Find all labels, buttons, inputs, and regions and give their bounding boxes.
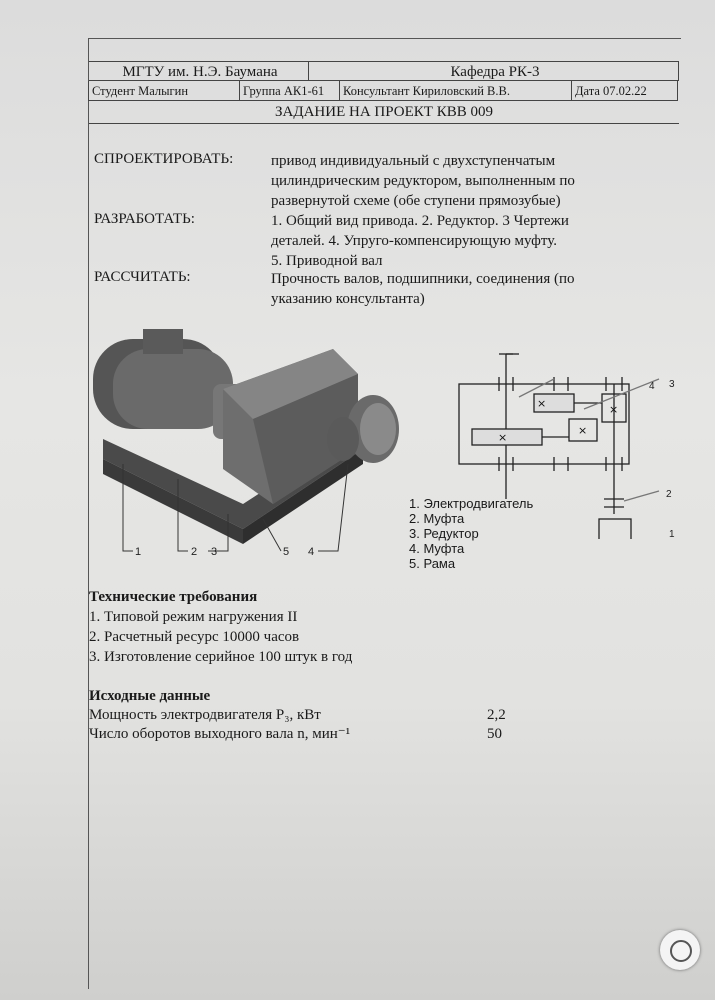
design-line: привод индивидуальный с двухступенчатым [271, 153, 556, 169]
photo-callout: 3 [211, 546, 218, 558]
university-cell: МГТУ им. Н.Э. Баумана [89, 61, 309, 81]
calc-line: указанию консультанта) [271, 291, 425, 307]
header-row-2 [89, 81, 678, 101]
source-data-title: Исходные данные [89, 688, 211, 704]
scheme-callout: 4 [649, 381, 655, 392]
scheme-callout: 3 [669, 379, 675, 390]
calc-line: Прочность валов, подшипники, соединения (по [271, 271, 575, 287]
scheme-legend [409, 496, 533, 571]
date-cell: Дата 07.02.22 [572, 81, 678, 101]
speed-value: 50 [487, 726, 502, 742]
task-sheet [88, 38, 681, 989]
scheme-callout: 1 [669, 529, 675, 539]
svg-text:×: × [578, 424, 588, 437]
requirements-title: Технические требования [89, 589, 258, 605]
technical-requirements [89, 587, 352, 667]
photo-callout: 5 [283, 546, 290, 558]
group-cell: Группа АК1-61 [240, 81, 340, 101]
legend-item: 3. Редуктор [409, 526, 479, 541]
header-row-1 [89, 61, 679, 81]
develop-line: 5. Приводной вал [271, 253, 383, 269]
student-cell: Студент Малыгин [88, 81, 240, 101]
camera-shutter-icon[interactable] [660, 930, 700, 970]
department-cell: Кафедра РК-3 [309, 61, 679, 81]
task-title: ЗАДАНИЕ НА ПРОЕКТ КВВ 009 [89, 101, 679, 124]
speed-label: Число оборотов выходного вала n, мин⁻¹ [89, 726, 351, 742]
legend-item: 5. Рама [409, 556, 456, 571]
calc-label: РАССЧИТАТЬ: [94, 269, 191, 285]
speed-row [89, 725, 589, 744]
requirement-item: 2. Расчетный ресурс 10000 часов [89, 629, 300, 645]
source-data [89, 687, 589, 744]
legend-item: 1. Электродвигатель [409, 496, 534, 511]
develop-label: РАЗРАБОТАТЬ: [94, 211, 195, 227]
power-value: 2,2 [487, 707, 506, 723]
design-line: развернутой схеме (обе ступени прямозубые) [271, 193, 561, 209]
consultant-cell: Консультант Кириловский В.В. [340, 81, 572, 101]
develop-text [271, 211, 569, 271]
svg-text:×: × [609, 403, 619, 416]
drive-photo-illustration [93, 329, 413, 579]
scheme-callout: 2 [666, 489, 672, 500]
power-label: Мощность электродвигателя P₃, кВт [89, 707, 321, 723]
calc-text [271, 269, 575, 309]
photo-callout: 1 [135, 546, 142, 558]
power-row [89, 706, 589, 725]
svg-text:×: × [498, 431, 508, 444]
requirement-item: 3. Изготовление серийное 100 штук в год [89, 649, 353, 665]
requirement-item: 1. Типовой режим нагружения II [89, 609, 298, 625]
photo-callout: 4 [308, 546, 315, 558]
design-line: цилиндрическим редуктором, выполненным по [271, 173, 575, 189]
svg-text:×: × [537, 397, 547, 410]
photo-callout: 2 [191, 546, 198, 558]
develop-line: 1. Общий вид привода. 2. Редуктор. 3 Чертежи [271, 213, 569, 229]
legend-item: 4. Муфта [409, 541, 465, 556]
develop-line: деталей. 4. Упруго-компенсирующую муфту. [271, 233, 557, 249]
legend-item: 2. Муфта [409, 511, 465, 526]
design-text [271, 151, 575, 211]
design-label: СПРОЕКТИРОВАТЬ: [94, 151, 234, 167]
